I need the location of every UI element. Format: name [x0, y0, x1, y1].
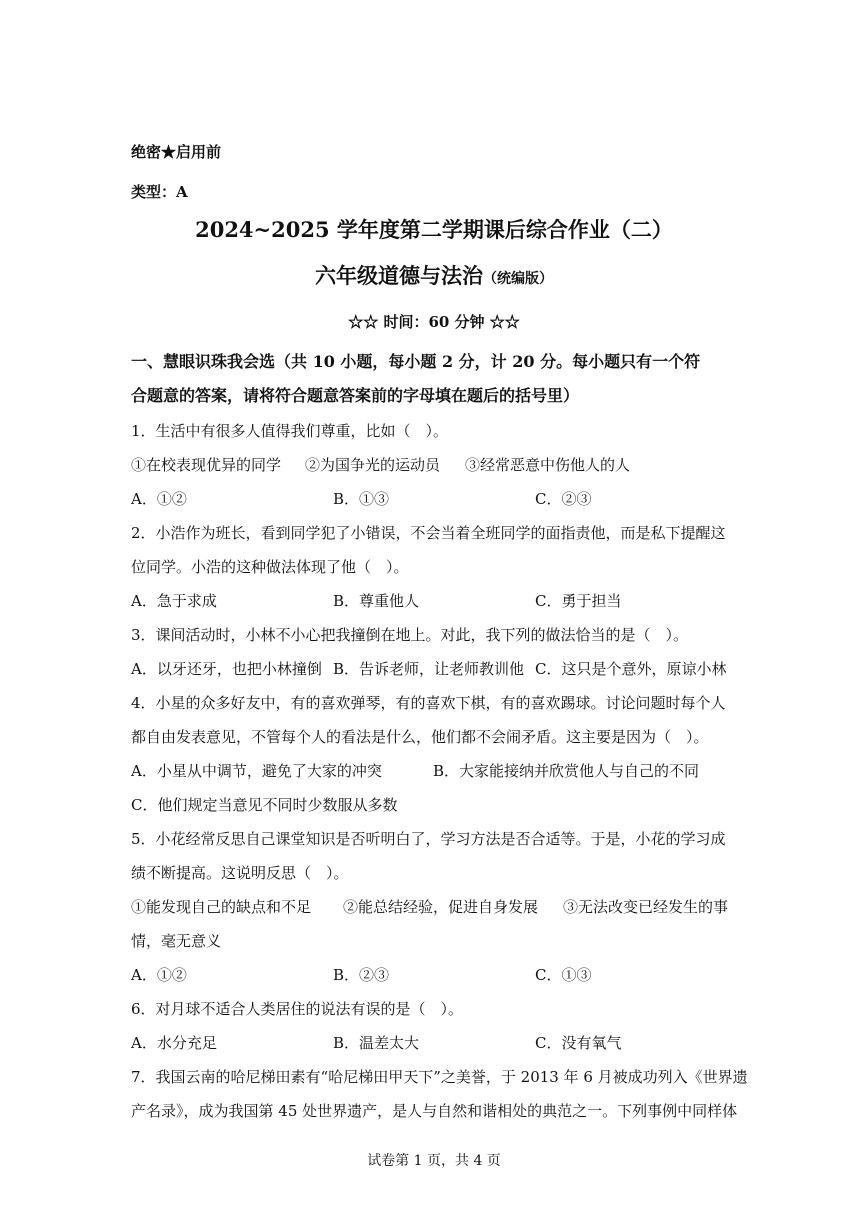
q6-option-c: C．没有氧气	[535, 1034, 622, 1052]
q1-option-c: C．②③	[535, 490, 592, 508]
q7-stem-line1: 7．我国云南的哈尼梯田素有“哈尼梯田甲天下”之美誉，于 2013 年 6 月被成功列入《世界遗	[131, 1068, 748, 1086]
q2-option-a: A．急于求成	[131, 592, 217, 610]
q4-option-a: A．小星从中调节，避免了大家的冲突	[131, 762, 382, 780]
q6-stem: 6．对月球不适合人类居住的说法有误的是（ ）。	[131, 1000, 464, 1018]
q3-option-c: C．这只是个意外，原谅小林	[535, 660, 727, 678]
q3-stem: 3．课间活动时，小林不小心把我撞倒在地上。对此，我下列的做法恰当的是（ ）。	[131, 626, 689, 644]
q5-option-b: B．②③	[333, 966, 390, 984]
page-footer: 试卷第 1 页，共 4 页	[367, 1153, 501, 1169]
q4-stem-line2: 都自由发表意见，不管每个人的看法是什么，他们都不会闹矛盾。这主要是因为（ ）。	[131, 728, 709, 746]
q5-option-a: A．①②	[131, 966, 187, 984]
q1-option-a: A．①②	[131, 490, 187, 508]
q1-option-b: B．①③	[333, 490, 390, 508]
q4-option-c: C．他们规定当意见不同时少数服从多数	[131, 796, 398, 814]
q3-option-a: A．以牙还牙，也把小林撞倒	[131, 660, 322, 678]
subtitle-edition: （统编版）	[483, 271, 553, 287]
q5-stem-line2: 绩不断提高。这说明反思（ ）。	[131, 864, 349, 882]
time-limit: ☆☆ 时间：60 分钟 ☆☆	[348, 313, 520, 331]
q2-option-b: B．尊重他人	[333, 592, 420, 610]
q5-item-2: ②能总结经验，促进自身发展	[343, 898, 539, 916]
q2-stem-line1: 2．小浩作为班长，看到同学犯了小错误，不会当着全班同学的面指责他，而是私下提醒这	[131, 524, 726, 542]
q5-item-3: ③无法改变已经发生的事	[563, 898, 729, 916]
q4-option-b: B．大家能接纳并欣赏他人与自己的不同	[433, 762, 700, 780]
q1-stem: 1．生活中有很多人值得我们尊重，比如（ ）。	[131, 422, 449, 440]
q7-stem-line2: 产名录》，成为我国第 45 处世界遗产，是人与自然和谐相处的典范之一。下列事例中同样体	[131, 1102, 738, 1120]
q4-stem-line1: 4．小星的众多好友中，有的喜欢弹琴，有的喜欢下棋，有的喜欢踢球。讨论问题时每个人	[131, 694, 726, 712]
q6-option-b: B．温差太大	[333, 1034, 420, 1052]
q3-option-b: B．告诉老师，让老师教训他	[333, 660, 525, 678]
q5-item-1: ①能发现自己的缺点和不足	[131, 898, 312, 916]
section-heading-line1: 一、慧眼识珠我会选（共 10 小题，每小题 2 分，计 20 分。每小题只有一个符	[131, 352, 701, 371]
section-heading-line2: 合题意的答案，请将符合题意答案前的字母填在题后的括号里）	[131, 386, 580, 405]
q5-option-c: C．①③	[535, 966, 592, 984]
q1-item-3: ③经常恶意中伤他人的人	[465, 456, 631, 474]
subtitle	[0, 262, 868, 293]
q1-item-2: ②为国争光的运动员	[305, 456, 441, 474]
q2-option-c: C．勇于担当	[535, 592, 622, 610]
subtitle-main: 六年级道德与法治	[315, 263, 483, 288]
confidential-label: 绝密★启用前	[131, 143, 222, 161]
q2-stem-line2: 位同学。小浩的这种做法体现了他（ ）。	[131, 558, 409, 576]
q5-stem-line1: 5．小花经常反思自己课堂知识是否听明白了，学习方法是否合适等。于是，小花的学习成	[131, 830, 726, 848]
q1-item-1: ①在校表现优异的同学	[131, 456, 282, 474]
q5-item-3-continued: 情，毫无意义	[131, 932, 222, 950]
page-title: 2024~2025 学年度第二学期课后综合作业（二）	[195, 217, 673, 242]
type-label: 类型：A	[131, 183, 188, 201]
q6-option-a: A．水分充足	[131, 1034, 217, 1052]
